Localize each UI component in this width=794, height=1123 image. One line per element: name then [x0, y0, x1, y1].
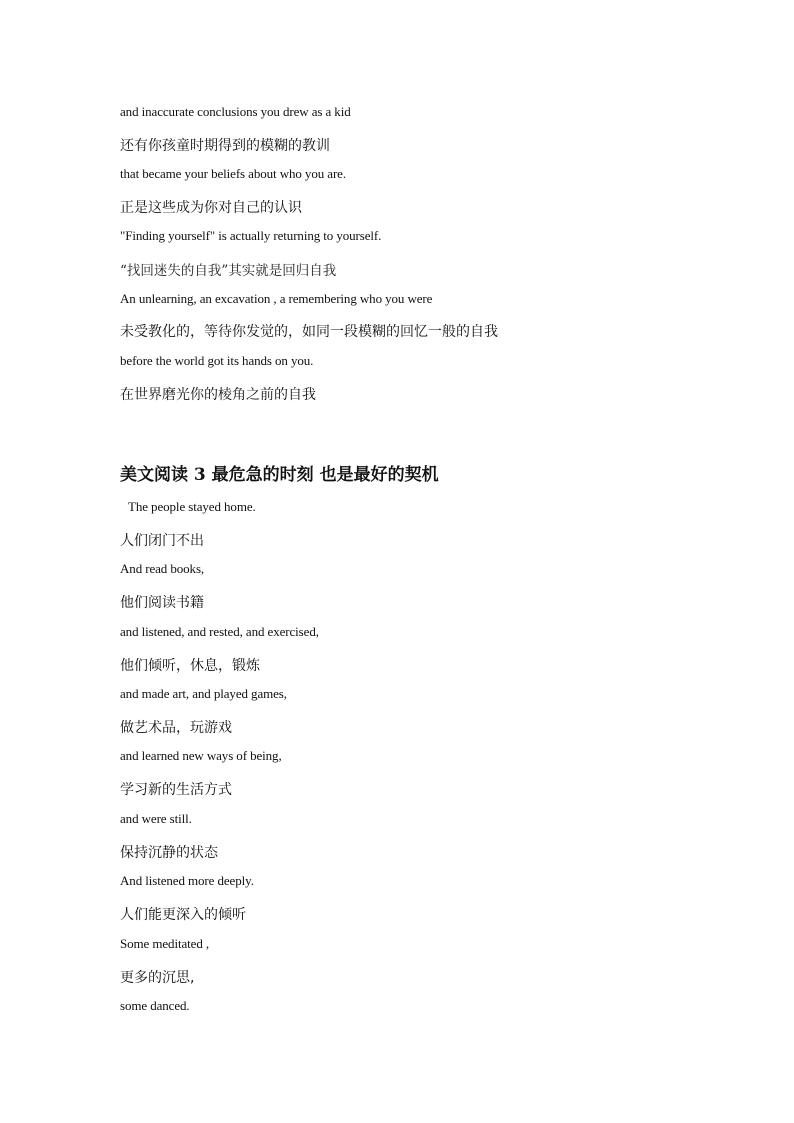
text-line-en: and learned new ways of being,: [120, 748, 282, 763]
text-line-zh: 保持沉静的状态: [120, 845, 218, 861]
text-line-zh: 还有你孩童时期得到的模糊的教训: [120, 138, 330, 154]
text-line-zh: 他们倾听，休息，锻炼: [120, 658, 260, 674]
text-line-zh: 正是这些成为你对自己的认识: [120, 200, 302, 216]
text-line-en: and inaccurate conclusions you drew as a kid: [120, 104, 351, 119]
text-line-en: and were still.: [120, 811, 192, 826]
text-line-en: and made art, and played games,: [120, 686, 287, 701]
text-line-zh: 人们闭门不出: [120, 533, 204, 549]
text-line-en: "Finding yourself" is actually returning to yourself.: [120, 228, 382, 243]
text-line-en: And listened more deeply.: [120, 873, 254, 888]
text-line-zh: 更多的沉思,: [120, 970, 195, 986]
section-heading: 美文阅读 3 最危急的时刻 也是最好的契机: [120, 465, 439, 485]
text-line-zh: 未受教化的，等待你发觉的，如同一段模糊的回忆一般的自我: [120, 324, 498, 340]
text-line-en: An unlearning, an excavation , a remembering who you were: [120, 291, 433, 306]
text-line-en: And read books,: [120, 561, 205, 576]
text-line-zh: “找回迷失的自我”其实就是回归自我: [120, 263, 337, 279]
text-line-zh: 人们能更深入的倾听: [120, 907, 246, 923]
text-line-en: some danced.: [120, 998, 190, 1013]
text-line-zh: 做艺术品，玩游戏: [120, 720, 232, 736]
text-line-en: Some meditated ,: [120, 936, 210, 951]
text-line-en: and listened, and rested, and exercised,: [120, 624, 319, 639]
text-line-en: The people stayed home.: [128, 499, 256, 514]
text-line-en: before the world got its hands on you.: [120, 353, 314, 368]
text-line-zh: 他们阅读书籍: [120, 595, 204, 611]
text-line-zh: 学习新的生活方式: [120, 782, 232, 798]
text-line-zh: 在世界磨光你的棱角之前的自我: [120, 387, 316, 403]
text-line-en: that became your beliefs about who you are.: [120, 166, 347, 181]
